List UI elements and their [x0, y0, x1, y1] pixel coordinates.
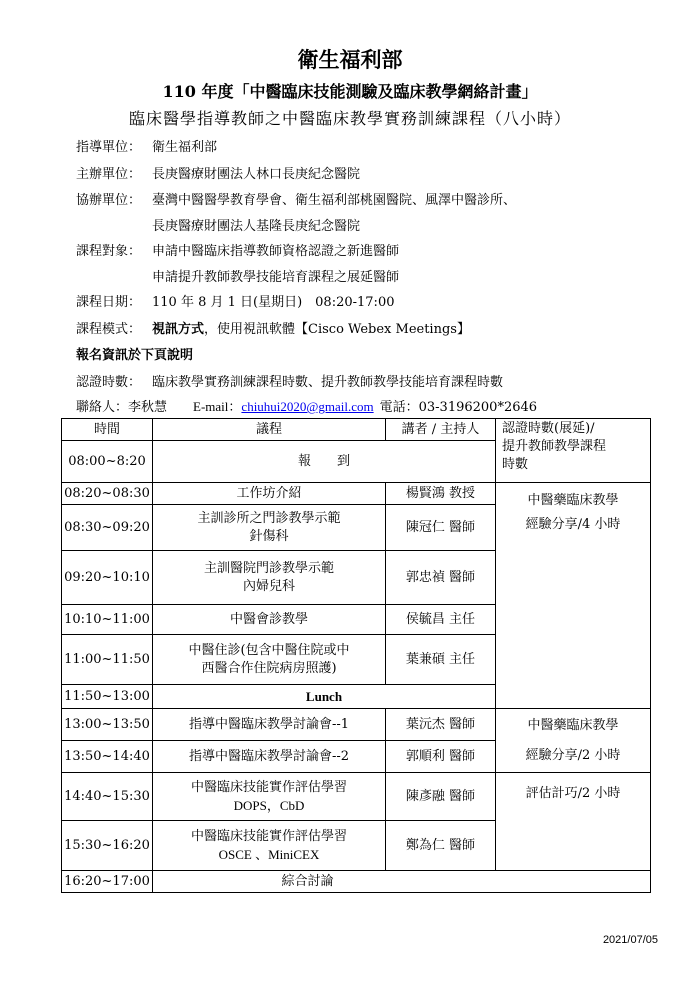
credit-value: 臨床教學實務訓練課程時數、提升教師教學技能培育課程時數	[152, 375, 504, 390]
row-agenda-line2: DOPS，CbD	[233, 797, 305, 813]
row-time: 09:20~10:10	[62, 551, 153, 605]
target-label: 課程對象：	[76, 244, 142, 259]
phone: 電話：03-3196200*2646	[379, 400, 538, 415]
row-time: 08:30~09:20	[62, 505, 153, 551]
header-agenda: 議程	[153, 419, 386, 441]
course-date	[76, 291, 395, 310]
registration-note: 報名資訊於下頁說明	[76, 348, 194, 363]
host-unit	[76, 163, 361, 182]
page-title: 衛生福利部	[297, 47, 403, 72]
credit-block-1-line2: 經驗分享/4 小時	[525, 517, 621, 532]
contact-line	[76, 396, 537, 415]
row-time: 14:40~15:30	[62, 773, 153, 821]
credit-block-2-line2: 經驗分享/2 小時	[525, 747, 621, 763]
row-time: 08:00~8:20	[62, 441, 153, 483]
row-agenda-line1: 主訓醫院門診教學示範	[203, 560, 334, 576]
program-title: 110 年度「中醫臨床技能測驗及臨床教學網絡計畫」	[162, 82, 538, 101]
mode-value	[152, 318, 470, 337]
table-row	[62, 709, 651, 741]
row-time: 13:50~14:40	[62, 741, 153, 773]
row-lunch: Lunch	[153, 685, 496, 709]
target-line1: 申請中醫臨床指導教師資格認證之新進醫師	[152, 244, 400, 259]
mode-rest: ，使用視訊軟體【Cisco Webex Meetings】	[204, 322, 470, 337]
schedule-table	[61, 418, 651, 893]
row-agenda	[153, 821, 386, 871]
row-speaker: 陳冠仁 醫師	[386, 505, 496, 551]
row-agenda-line1: 中醫臨床技能實作評估學習	[190, 828, 347, 844]
header-credit-line1: 認證時數(展延)/	[502, 421, 595, 436]
row-agenda-line2: 內婦兒科	[242, 578, 295, 594]
table-row	[62, 483, 651, 505]
co-host-label: 協辦單位：	[76, 193, 142, 208]
header-credit-line2: 提升教師教學課程	[502, 439, 607, 454]
row-agenda	[153, 773, 386, 821]
date-value: 110 年 8 月 1 日(星期日) 08:20-17:00	[152, 295, 395, 310]
table-row	[62, 871, 651, 893]
host-value: 長庚醫療財團法人林口長庚紀念醫院	[152, 167, 361, 182]
contact-label: 聯絡人：	[76, 400, 129, 415]
guidance-label: 指導單位：	[76, 140, 142, 155]
email-label: E-mail：	[193, 399, 242, 414]
course-mode	[76, 318, 470, 337]
row-agenda-line2: 西醫合作住院病房照護)	[201, 660, 337, 676]
footer-date: 2021/07/05	[602, 934, 658, 946]
row-speaker: 楊賢鴻 教授	[386, 483, 496, 505]
credit-block-1	[496, 483, 651, 709]
row-agenda-line2: OSCE 、MiniCEX	[218, 846, 320, 862]
co-host-line2: 長庚醫療財團法人基隆長庚紀念醫院	[152, 219, 361, 234]
row-agenda	[153, 635, 386, 685]
table-header	[62, 419, 651, 441]
header-speaker: 講者 / 主持人	[386, 419, 496, 441]
header-credit-line3: 時數	[502, 457, 529, 472]
email-link[interactable]: chiuhui2020@gmail.com	[241, 399, 374, 414]
host-label: 主辦單位：	[76, 167, 142, 182]
co-host-line1: 臺灣中醫醫學教育學會、衛生福利部桃園醫院、風澤中醫診所、	[152, 193, 517, 208]
row-agenda	[153, 505, 386, 551]
mode-label: 課程模式：	[76, 322, 142, 337]
row-agenda-line2: 針傷科	[249, 528, 289, 544]
credit-hours	[76, 371, 504, 390]
target-line2: 申請提升教師教學技能培育課程之展延醫師	[152, 270, 400, 285]
course-target	[76, 240, 400, 259]
row-speaker: 葉兼碩 主任	[386, 635, 496, 685]
row-time: 16:20~17:00	[62, 871, 153, 893]
row-agenda: 中醫會診教學	[153, 605, 386, 635]
guidance-unit	[76, 136, 218, 155]
row-agenda: 工作坊介紹	[153, 483, 386, 505]
credit-block-1-line1: 中醫藥臨床教學	[527, 493, 619, 508]
row-time: 15:30~16:20	[62, 821, 153, 871]
row-speaker: 侯毓昌 主任	[386, 605, 496, 635]
credit-block-3: 評估計巧/2 小時	[496, 773, 651, 871]
co-host-unit	[76, 189, 517, 208]
header-credit	[496, 419, 651, 483]
credit-label: 認證時數：	[76, 375, 142, 390]
row-agenda: 指導中醫臨床教學討論會--2	[153, 741, 386, 773]
guidance-value: 衛生福利部	[152, 140, 218, 155]
row-agenda	[153, 551, 386, 605]
row-agenda-line1: 主訓診所之門診教學示範	[197, 510, 341, 526]
course-title: 臨床醫學指導教師之中醫臨床教學實務訓練課程（八小時）	[128, 109, 571, 128]
credit-block-2	[496, 709, 651, 773]
row-speaker: 葉沅杰 醫師	[386, 709, 496, 741]
row-time: 13:00~13:50	[62, 709, 153, 741]
table-row	[62, 773, 651, 821]
row-time: 08:20~08:30	[62, 483, 153, 505]
row-speaker: 郭忠禎 醫師	[386, 551, 496, 605]
credit-block-2-line1: 中醫藥臨床教學	[527, 717, 619, 733]
row-agenda: 指導中醫臨床教學討論會--1	[153, 709, 386, 741]
row-time: 11:00~11:50	[62, 635, 153, 685]
date-label: 課程日期：	[76, 295, 142, 310]
row-speaker: 鄭為仁 醫師	[386, 821, 496, 871]
row-agenda-line1: 中醫住診(包含中醫住院或中	[188, 642, 350, 658]
row-agenda: 綜合討論	[153, 871, 651, 893]
row-agenda: 報 到	[153, 441, 496, 483]
row-time: 11:50~13:00	[62, 685, 153, 709]
row-speaker: 陳彥融 醫師	[386, 773, 496, 821]
mode-bold: 視訊方式	[152, 322, 205, 337]
header-time: 時間	[62, 419, 153, 441]
contact-name: 李秋慧	[128, 400, 168, 415]
row-agenda-line1: 中醫臨床技能實作評估學習	[190, 779, 347, 795]
row-time: 10:10~11:00	[62, 605, 153, 635]
row-speaker: 郭順利 醫師	[386, 741, 496, 773]
